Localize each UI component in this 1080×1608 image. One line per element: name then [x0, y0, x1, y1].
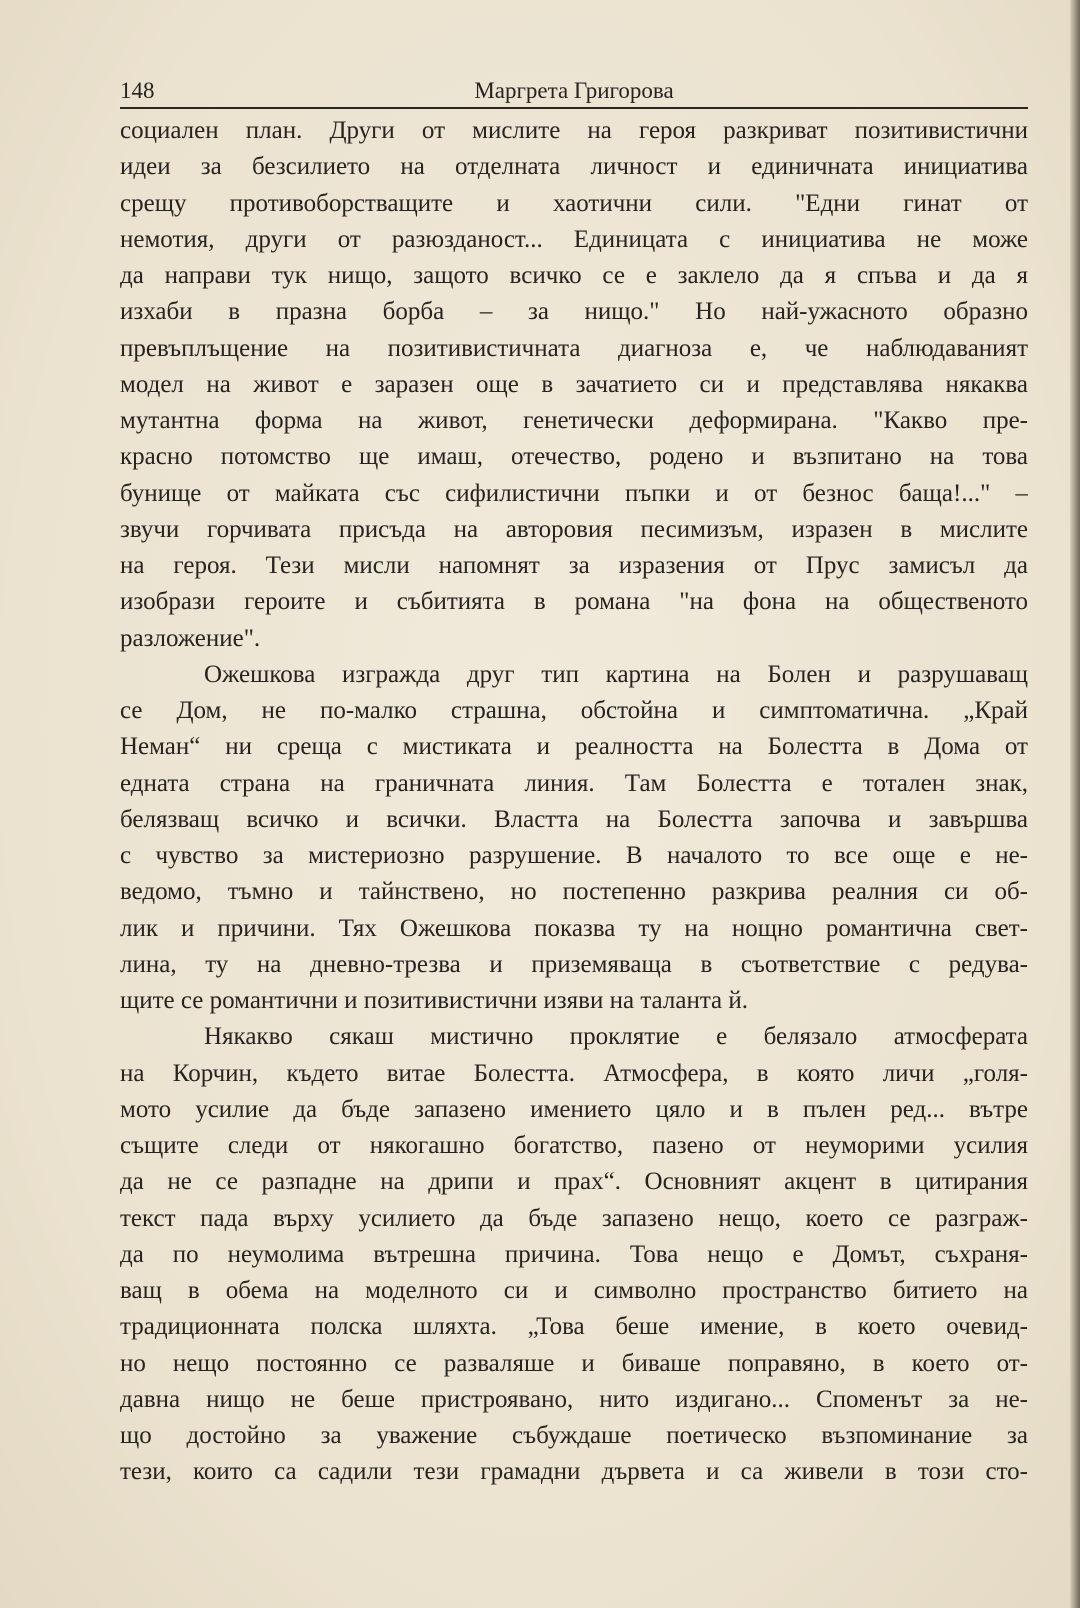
body-text	[120, 113, 1028, 1491]
text-line: ващ в обема на моделното си и символно пространство битието на	[120, 1277, 1028, 1304]
text-line: същите следи от някогашно богатство, пазено от неуморими усилия	[120, 1132, 1028, 1159]
page-edge	[1070, 0, 1080, 1608]
text-line: модел на живот е заразен още в зачатието си и представлява някаква	[120, 370, 1028, 398]
text-line: да по неумолима вътрешна причина. Това нещо е Домът, съхраня-	[120, 1240, 1028, 1268]
text-line: тези, които са садили тези грамадни дървета и са живели в този сто-	[120, 1458, 1028, 1486]
page-header	[120, 77, 1028, 109]
text-line: Неман“ ни среща с мистиката и реалността на Болестта в Дома от	[120, 733, 1028, 761]
text-line: идеи за безсилието на отделната личност и единичната инициатива	[120, 153, 1028, 181]
text-line: да направи тук нищо, защото всичко се е заклело да я спъва и да я	[120, 262, 1028, 289]
text-line: Някакво сякаш мистично проклятие е белязало атмосферата	[204, 1023, 1028, 1051]
text-line: лик и причини. Тях Ожешкова показва ту на нощно романтична свет-	[120, 914, 1028, 942]
text-line: срещу противоборстващите и хаотични сили. "Едни гинат от	[120, 189, 1028, 217]
text-line: традиционната полска шляхта. „Това беше имение, в което очевид-	[120, 1313, 1028, 1341]
text-line: що достойно за уважение събуждаше поетическо възпоминание за	[120, 1422, 1028, 1449]
text-line: белязващ всичко и всички. Властта на Болестта започва и завършва	[120, 805, 1028, 833]
text-line: лина, ту на дневно-трезва и приземяваща в съответствие с редува-	[120, 950, 1028, 978]
running-title: Маргрета Григорова	[474, 78, 674, 103]
text-line: се Дом, не по-малко страшна, обстойна и симптоматична. „Край	[120, 697, 1028, 724]
page-number: 148	[120, 78, 155, 103]
text-line: разложение".	[120, 624, 261, 652]
text-line: на героя. Тези мисли напомнят за изразения от Прус замисъл да	[120, 552, 1028, 579]
text-line: бунище от майката със сифилистични пъпки и от безнос баща!..." –	[120, 479, 1028, 507]
text-line: красно потомство ще имаш, отечество, родено и възпитано на това	[120, 443, 1028, 471]
text-line: давна нищо не беше пристрояванo, нито издигано... Споменът за не-	[120, 1385, 1028, 1413]
text-line: щите се романтични и позитивистични изяви на таланта й.	[120, 987, 749, 1014]
text-line: социален план. Други от мислите на героя разкриват позитивистични	[120, 117, 1028, 144]
text-line: текст пада върху усилието да бъде запазено нещо, което се разграж-	[120, 1204, 1028, 1232]
text-line: едната страна на граничната линия. Там Болестта е тотален знак,	[120, 769, 1028, 797]
text-line: мутантна форма на живот, генетически деформирана. "Какво пре-	[120, 407, 1028, 434]
text-line: ведомо, тъмно и тайнствено, но постепенно разкрива реалния си об-	[120, 878, 1028, 906]
text-line: Ожешкова изгражда друг тип картина на Болен и разрушаващ	[204, 660, 1028, 688]
text-line: превъплъщение на позитивистичната диагноза е, че наблюдаваният	[120, 334, 1028, 362]
text-line: изхаби в празна борба – за нищо." Но най-ужасното образно	[120, 298, 1028, 326]
text-line: изобрази героите и събитията в романа "на фона на общественото	[120, 588, 1028, 616]
text-line: немотия, други от разюзданост... Единицата с инициатива не може	[120, 225, 1028, 253]
text-line: мото усилие да бъде запазено имението цяло и в пълен ред... вътре	[120, 1095, 1028, 1123]
text-line: звучи горчивата присъда на авторовия песимизъм, изразен в мислите	[120, 515, 1028, 543]
text-line: на Корчин, където витае Болестта. Атмосфера, в която личи „голя-	[120, 1059, 1028, 1087]
text-line: да не се разпадне на дрипи и прах“. Основният акцент в цитирания	[120, 1168, 1028, 1196]
text-line: с чувство за мистериозно разрушение. В началото то все още е не-	[120, 842, 1028, 869]
text-line: но нещо постоянно се разваляше и биваше поправяно, в което от-	[120, 1349, 1028, 1377]
